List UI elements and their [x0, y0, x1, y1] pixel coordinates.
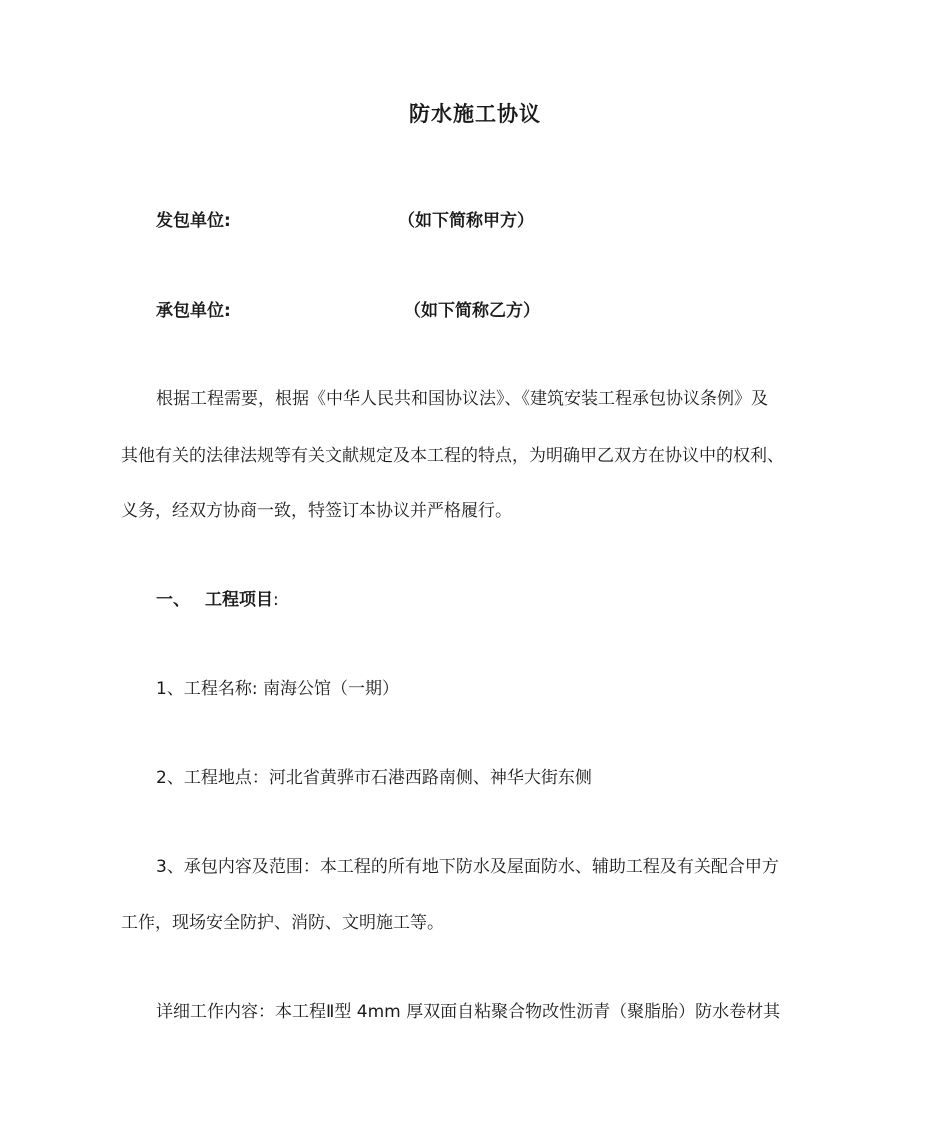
section-1-colon: : — [273, 590, 279, 610]
item-3-scope-line-1: 3、承包内容及范围：本工程的所有地下防水及屋面防水、辅助工程及有关配合甲方 — [156, 857, 779, 877]
detail-content-line-1: 详细工作内容：本工程Ⅱ型 4mm 厚双面自粘聚合物改性沥青（聚脂胎）防水卷材其 — [156, 1002, 781, 1022]
document-title: 防水施工协议 — [409, 102, 541, 126]
item-1-project-name: 1、工程名称: 南海公馆（一期） — [156, 679, 399, 699]
section-1-heading-wrap — [205, 585, 279, 610]
section-1-heading: 工程项目 — [205, 590, 273, 610]
section-1-number: 一、 — [156, 590, 190, 610]
party-a-label: 发包单位: — [156, 211, 231, 231]
item-2-project-location: 2、工程地点：河北省黄骅市石港西路南侧、神华大街东侧 — [156, 768, 592, 788]
preamble-line-2: 其他有关的法律法规等有关文献规定及本工程的特点，为明确甲乙双方在协议中的权利、 — [121, 446, 784, 466]
party-b-label: 承包单位: — [156, 301, 231, 321]
party-b-note: （如下简称乙方） — [404, 301, 540, 321]
preamble-line-3: 义务，经双方协商一致，特签订本协议并严格履行。 — [121, 501, 512, 521]
preamble-line-1: 根据工程需要，根据《中华人民共和国协议法》、《建筑安装工程承包协议条例》及 — [156, 389, 768, 409]
item-3-scope-line-2: 工作，现场安全防护、消防、文明施工等。 — [121, 913, 444, 933]
party-a-note: （如下简称甲方） — [398, 211, 534, 231]
